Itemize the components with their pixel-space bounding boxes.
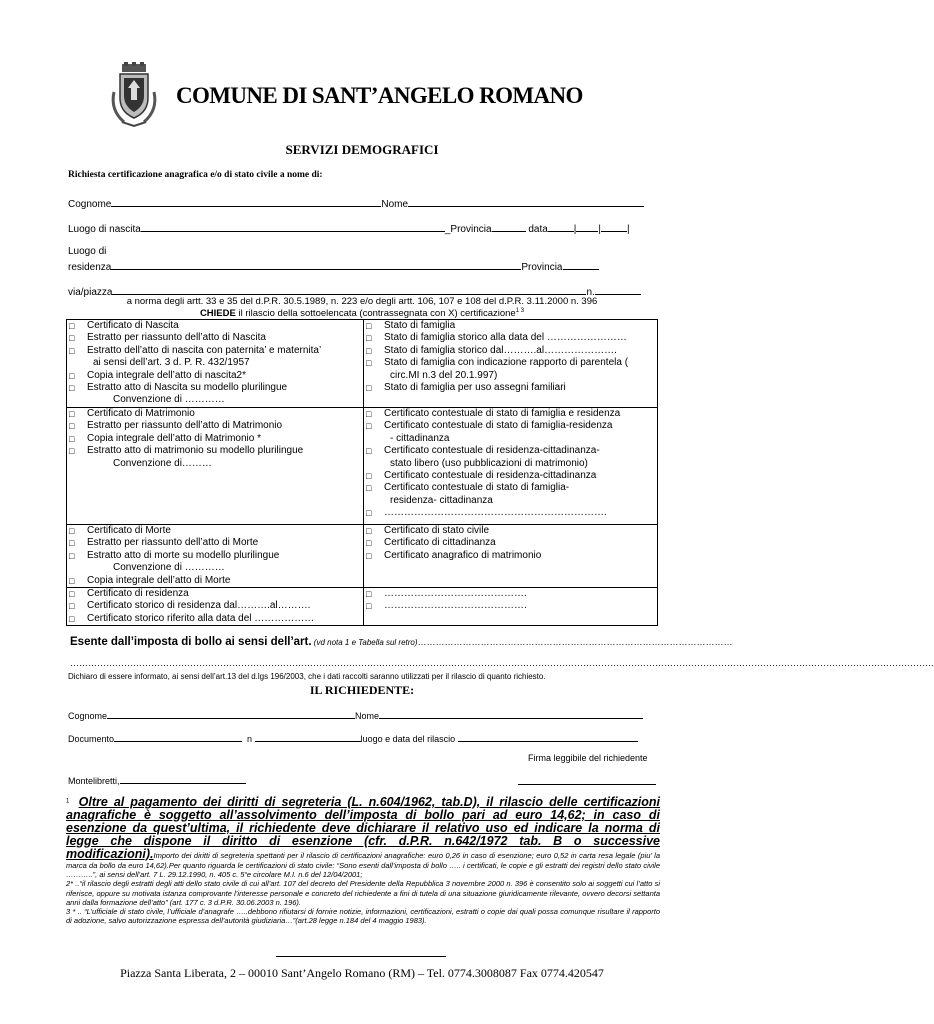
cert-item[interactable] [69, 420, 361, 432]
cert-item[interactable] [366, 408, 655, 420]
checkbox-icon[interactable]: □ [366, 589, 372, 600]
checkbox-icon[interactable]: □ [366, 421, 372, 432]
signature-line[interactable] [518, 784, 656, 785]
cert-item-label: Stato di famiglia storico alla data del …………………… [384, 332, 627, 344]
certificates-table [66, 319, 658, 626]
cert-item-label: Certificato contestuale di stato di famiglia e residenza [384, 408, 621, 419]
cert-item-label: Stato di famiglia [384, 320, 456, 331]
cert-item[interactable] [69, 445, 361, 457]
cert-item[interactable] [366, 588, 655, 600]
nome-label: Nome [381, 199, 409, 210]
checkbox-icon[interactable]: □ [366, 601, 372, 612]
civic-number-label: n. [586, 287, 595, 298]
cert-item-label: circ.MI n.3 del 20.1.997) [390, 369, 498, 381]
cert-item[interactable] [69, 525, 361, 537]
cert-group-family [364, 320, 658, 408]
cert-item[interactable] [366, 550, 655, 562]
cert-item-label: Certificato di Matrimonio [87, 408, 195, 419]
cert-item-continuation [366, 433, 655, 445]
cert-item-label: Copia integrale dell’atto di Matrimonio * [87, 432, 261, 444]
legal-norm-line: a norma degli artt. 33 e 35 del d.P.R. 30.5.1989, n. 223 e/o degli artt. 106, 107 e 108 del d.P.R. 3.11.2000 n. 396 [126, 296, 598, 307]
exemption-label: Esente dall’imposta di bollo ai sensi dell’art. [70, 636, 312, 648]
cert-item-label: Certificato di stato civile [384, 525, 490, 536]
cert-item[interactable] [366, 470, 655, 482]
cert-item[interactable] [366, 320, 655, 332]
cert-item[interactable] [366, 445, 655, 457]
place-label: Montelibretti, [68, 776, 120, 786]
checkbox-icon[interactable]: □ [366, 483, 372, 494]
applicant-name-field[interactable] [68, 708, 643, 721]
municipal-coat-of-arms-icon [110, 62, 158, 128]
checkbox-icon[interactable]: □ [69, 550, 75, 561]
cert-item[interactable] [366, 357, 655, 369]
cert-item-label: Certificato contestuale di residenza-cittadinanza- [384, 445, 600, 457]
cert-item-label: Stato di famiglia con indicazione rapporto di parentela ( [384, 357, 629, 369]
luogo-nascita-field[interactable]: Luogo di nascita _Provincia data | | | [68, 221, 630, 235]
residenza-field[interactable] [68, 259, 599, 273]
via-piazza-label: via/piazza [68, 287, 113, 298]
cert-item-label: Certificato contestuale di residenza-cittadinanza [384, 470, 597, 482]
cert-item-label: Estratto dell’atto di nascita con paternita’ e maternita’ [87, 344, 322, 356]
cert-item[interactable] [69, 345, 361, 357]
checkbox-icon[interactable]: □ [366, 409, 372, 419]
checkbox-icon[interactable]: □ [69, 526, 75, 536]
footnote-1: $^1$ Oltre al pagamento dei diritti di segreteria (L. n.604/1962, tab.D), il rilascio delle certificazioni anagrafiche è soggetto all’assolvimento dell’imposta di bollo pari ad euro 14,62; in caso di esenzione da quest’ultima, il richiedente deve dichiarare il relativo uso ed indicare la norma di legge che dispone il diritto di esenzione (cfr. d.P.R. n.642/1972 tab. B o successive modificazioni).Importo dei diritti di segreteria spettanti per il rilascio di certificazioni anagrafiche: euro 0,26 in caso di esenzione; euro 0,52 in carta resa legale (piu’ la marca da bollo da euro 14,62).Per quanto riguarda le certificazioni di stato civile: “Sono esenti dall’imposta di bollo ….. i certificati, le copie e gli estratti dei registri dello stato civile ………..”, ai sensi dell’art. 7 L. 29.12.1990, n. 405 c. 5“e circolare M.I. n.6 del 12/04/2001; [66, 795, 660, 880]
privacy-declaration: Dichiaro di essere informato, ai sensi dell’art.13 del d.lgs 196/2003, che i dati raccolti saranno utilizzati per il rilascio di quanto richiesto. [68, 672, 546, 681]
luogo-nascita-label: Luogo di nascita [68, 224, 141, 235]
cert-item-label: Convenzione di……… [113, 457, 212, 469]
applicant-document-field[interactable] [68, 731, 638, 744]
exemption-continuation[interactable]: ……………………………………………………………………………………………………………………………………………………………………………………………………………………………………………………………… [70, 658, 934, 668]
cert-item[interactable] [366, 537, 655, 549]
cert-group-birth [67, 320, 364, 408]
applicant-cognome-label: Cognome [68, 711, 108, 721]
checkbox-icon[interactable]: □ [69, 538, 75, 549]
footnote-ref: 1 3 [515, 308, 525, 314]
checkbox-icon[interactable]: □ [366, 383, 372, 394]
checkbox-icon[interactable]: □ [366, 471, 372, 482]
checkbox-icon[interactable]: □ [366, 538, 372, 549]
cert-item-label: Estratto per riassunto dell’atto di Nascita [87, 332, 266, 344]
cert-item-label: …………………………………………………………. [384, 507, 607, 519]
cert-item[interactable] [366, 345, 655, 357]
cert-item-label: Certificato storico di residenza dal……….al………. [87, 600, 311, 612]
footer-divider [276, 956, 446, 957]
residenza-label: residenza [68, 262, 112, 273]
cert-item-label: stato libero (uso pubblicazioni di matrimonio) [390, 457, 588, 469]
footer-address: Piazza Santa Liberata, 2 – 00010 Sant’Angelo Romano (RM) – Tel. 0774.3008087 Fax 0774.420547 [120, 966, 604, 980]
cognome-field[interactable] [68, 196, 644, 210]
request-heading: Richiesta certificazione anagrafica e/o di stato civile a nome di: [68, 170, 323, 180]
cert-item-label: residenza- cittadinanza [390, 494, 493, 506]
cert-item-label: ……………………………………. [384, 600, 527, 612]
cert-group-civil-status [364, 525, 658, 588]
checkbox-icon[interactable]: □ [69, 433, 75, 444]
cert-item[interactable] [69, 332, 361, 344]
checkbox-icon[interactable]: □ [69, 589, 75, 600]
cert-item[interactable] [69, 600, 361, 612]
checkbox-icon[interactable]: □ [69, 575, 75, 586]
page-title: COMUNE DI SANT’ANGELO ROMANO [176, 83, 583, 108]
footnotes [66, 796, 660, 925]
place-date-field[interactable] [68, 773, 246, 786]
checkbox-icon[interactable]: □ [366, 345, 372, 356]
cert-item-label: Estratto per riassunto dell’atto di Morte [87, 537, 259, 549]
checkbox-icon[interactable]: □ [366, 333, 372, 344]
checkbox-icon[interactable]: □ [69, 421, 75, 432]
provincia-label: _ [444, 224, 451, 235]
cert-item-label: Estratto atto di Nascita su modello plurilingue [87, 382, 288, 394]
cert-item-label: Certificato di Nascita [87, 320, 179, 331]
checkbox-icon[interactable]: □ [366, 358, 372, 369]
cert-item-label: Certificato di cittadinanza [384, 537, 496, 549]
richiedente-heading: IL RICHIEDENTE: [309, 683, 415, 697]
cert-item[interactable] [69, 588, 361, 600]
cert-item-continuation [366, 495, 655, 507]
cert-item-continuation [366, 370, 655, 382]
cert-item[interactable] [366, 600, 655, 612]
cert-item[interactable] [366, 507, 655, 519]
document-number-label: n [247, 734, 253, 744]
cert-item[interactable] [69, 550, 361, 562]
cert-item-label: Certificato contestuale di stato di famiglia-residenza [384, 420, 613, 432]
checkbox-icon[interactable]: □ [366, 508, 372, 519]
checkbox-icon[interactable]: □ [366, 446, 372, 457]
cert-item-label: Estratto per riassunto dell’atto di Matrimonio [87, 420, 283, 432]
cert-item-label: Estratto atto di morte su modello plurilingue [87, 549, 280, 561]
cert-item-label: Stato di famiglia storico dal……….al…………………. [384, 344, 617, 356]
cert-group-contextual [364, 408, 658, 525]
cert-item-label: Copia integrale dell’atto di Morte [87, 574, 231, 586]
cert-group-marriage [67, 408, 364, 525]
cert-item-label: Copia integrale dell’atto di nascita2* [87, 369, 246, 381]
cert-item-label: Certificato storico riferito alla data del ……………… [87, 612, 315, 624]
applicant-nome-label: Nome [355, 711, 380, 721]
checkbox-icon[interactable]: □ [69, 446, 75, 457]
cert-item[interactable] [69, 382, 361, 394]
cert-item[interactable] [366, 525, 655, 537]
section-subtitle: SERVIZI DEMOGRAFICI [285, 142, 439, 157]
cert-item-label: Certificato di residenza [87, 588, 189, 600]
cert-item-continuation [366, 458, 655, 470]
footnote-2: 2* ..“il rilascio degli estratti degli atti dello stato civile di cui all’art. 107 del decreto del Presidente della Repubblica 3 novembre 2000 n. 396 è consentito solo ai soggetti cui l’atto si riferisce, oppure su motivata istanza comprovante l’interesse personale e concreto del richiedente a fini di tutela di una situazione giuridicamente rilevante, ovvero decorsi settanta anni dalla formazione dell’atto” (art. 177 c. 3 d.P.R. 30.06.2003 n. 196). [66, 879, 660, 907]
cert-item[interactable] [69, 370, 361, 382]
cert-item[interactable] [366, 332, 655, 344]
checkbox-icon[interactable]: □ [69, 409, 75, 419]
cert-item-label: Convenzione di ………… [113, 394, 225, 406]
cert-item-label: ……………………………………. [384, 588, 527, 600]
cert-group-residence [67, 588, 364, 626]
cert-item[interactable] [69, 320, 361, 332]
footnote-3: 3 * .. “L’ufficiale di stato civile, l’ufficiale d’anagrafe …..debbono rifiutarsi di fornire notizie, informazioni, certificazioni, estratti o copie dai quali possa comunque risultare il rapporto di adozione, salvo autorizzazione espressa dell’autorità giudiziaria…”(art.28 legge n.184 del 4 maggio 1983). [66, 907, 660, 926]
cert-item[interactable] [69, 433, 361, 445]
cert-item-label: Convenzione di ………… [113, 562, 225, 574]
cert-group-other [364, 588, 658, 626]
cert-item-continuation [69, 458, 361, 470]
chiede-label: CHIEDE [199, 308, 236, 320]
cert-item-continuation [69, 357, 361, 369]
cert-group-death [67, 525, 364, 588]
cert-item[interactable] [69, 537, 361, 549]
tax-exemption-line[interactable]: Esente dall’imposta di bollo ai sensi dell’art. (vd nota 1 e Tabella sul retro)…………………………………………………………………………………………… [70, 636, 733, 648]
cert-item-label: Stato di famiglia per uso assegni familiari [384, 382, 566, 394]
cert-item[interactable] [69, 575, 361, 587]
luogo-di-label: Luogo di [68, 246, 107, 257]
cert-item-label: ai sensi dell’art. 3 d. P. R. 432/1957 [93, 357, 250, 369]
checkbox-icon[interactable]: □ [69, 370, 75, 381]
document-label: Documento [68, 734, 115, 744]
checkbox-icon[interactable]: □ [69, 601, 75, 612]
checkbox-icon[interactable]: □ [69, 333, 75, 344]
cert-item[interactable] [69, 613, 361, 625]
cert-item-label: Certificato contestuale di stato di famiglia- [384, 482, 570, 494]
data-label: data [528, 224, 548, 235]
cert-item[interactable] [366, 482, 655, 494]
cert-item[interactable] [366, 382, 655, 394]
cognome-label: Cognome [68, 199, 112, 210]
checkbox-icon[interactable]: □ [366, 321, 372, 331]
cert-item-continuation [69, 562, 361, 574]
checkbox-icon[interactable]: □ [69, 383, 75, 394]
cert-item-label: - cittadinanza [390, 432, 450, 444]
checkbox-icon[interactable]: □ [366, 550, 372, 561]
chiede-line: CHIEDE il rilascio della sottoelencata (contrassegnata con X) certificazione$^{1 3}$ [199, 308, 525, 320]
checkbox-icon[interactable]: □ [69, 321, 75, 331]
checkbox-icon[interactable]: □ [69, 345, 75, 356]
signature-caption: Firma leggibile del richiedente [528, 753, 648, 763]
provincia2-label: Provincia [521, 262, 563, 273]
issue-place-date-label: luogo e data del rilascio [360, 734, 456, 744]
cert-item-label: Estratto atto di matrimonio su modello plurilingue [87, 445, 304, 457]
cert-item[interactable] [366, 420, 655, 432]
checkbox-icon[interactable]: □ [69, 613, 75, 624]
cert-item[interactable] [69, 408, 361, 420]
cert-item-continuation [69, 394, 361, 406]
cert-item-label: Certificato di Morte [87, 525, 171, 536]
checkbox-icon[interactable]: □ [366, 526, 372, 536]
cert-item-label: Certificato anagrafico di matrimonio [384, 549, 542, 561]
